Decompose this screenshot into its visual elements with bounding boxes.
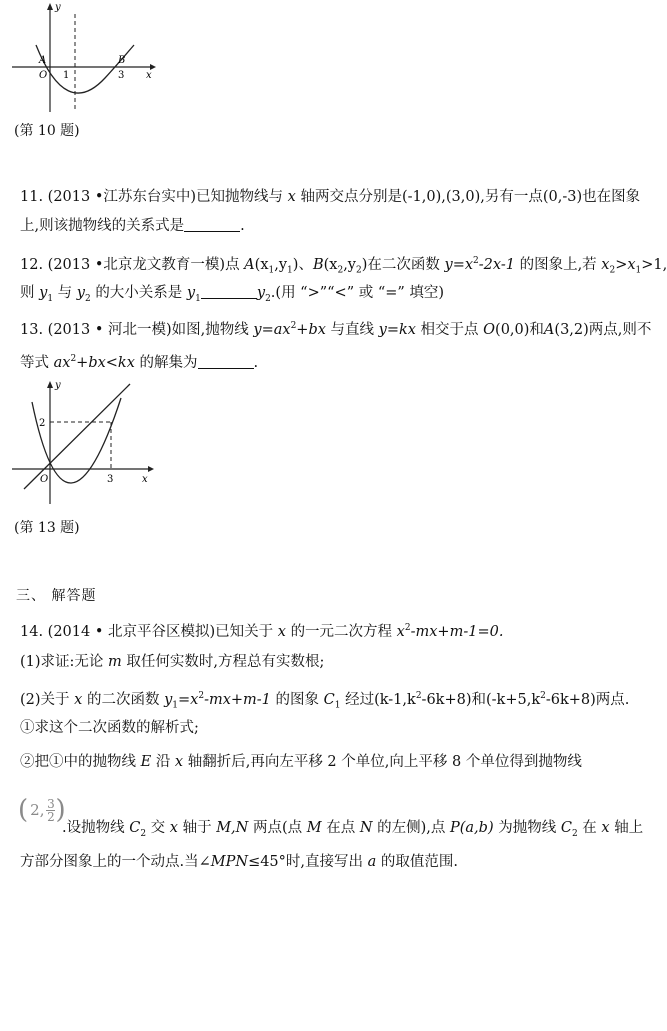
label-O: O	[39, 70, 48, 81]
caption-q13: (第 13 题)	[14, 520, 80, 536]
answer-blank[interactable]	[184, 217, 240, 232]
label-3: 3	[107, 474, 114, 485]
figure-q10	[8, 0, 158, 115]
q13-line1: 13. (2013 • 河北一模)如图,抛物线 $y=ax^2+bx$ 与直线 y=kx 相交于点 O(0,0)和A(3,2)两点,则不	[20, 321, 652, 338]
q14-line1: 14. (2014 • 北京平谷区模拟)已知关于 x 的一元二次方程 $x^2-mx+m-1=0$.	[20, 623, 504, 640]
y-axis-arrow-icon	[47, 381, 53, 388]
q14-part2: (2)关于 x 的二次函数 $y_1=x^2-mx+m-1$ 的图象 $C_1$ 经过$(k-1,k^2-6k+8)$和$(-k+5,k^2-6k+8)$两点.	[20, 691, 630, 711]
caption-q10: (第 10 题)	[14, 123, 80, 139]
label-O: O	[40, 474, 49, 485]
parabola-curve	[32, 398, 121, 483]
label-A: A	[39, 55, 47, 66]
label-2: 2	[39, 418, 46, 429]
label-y: y	[55, 380, 61, 391]
q14-sub1: ①求这个二次函数的解析式;	[20, 720, 199, 736]
q11-line2: 上,则该抛物线的关系式是 .	[20, 218, 245, 234]
vertex-point: ( 2, 3 2 )	[18, 795, 66, 825]
q11-line1: 11. (2013 •江苏东台实中)已知抛物线与 x 轴两交点分别是(-1,0),(3,0),另有一点(0,-3)也在图象	[20, 189, 641, 205]
section-heading: 三、 解答题	[16, 588, 97, 604]
q14-sub2-end: 方部分图象上的一个动点.当∠MPN≤45°时,直接写出 a 的取值范围.	[20, 854, 459, 870]
q12-line2: 则 $y_1$ 与 $y_2$ 的大小关系是 $y_1$ $y_2$.(用 “>”“<” 或 “=” 填空)	[20, 285, 445, 304]
label-x: x	[142, 474, 148, 485]
q13-line2: 等式 $ax^2+bx<kx$ 的解集为 .	[20, 354, 259, 371]
q14-part1: (1)求证:无论 m 取任何实数时,方程总有实数根;	[20, 654, 325, 670]
label-1: 1	[63, 70, 70, 81]
x-axis-arrow-icon	[148, 466, 154, 472]
label-B: B	[118, 55, 126, 66]
q14-sub2: ②把①中的抛物线 E 沿 x 轴翻折后,再向左平移 2 个单位,向上平移 8 个单位得到抛物线	[20, 754, 582, 770]
label-x: x	[146, 70, 152, 81]
q12-line1: 12. (2013 •北京龙文教育一模)点 $A(x_1,y_1)$、$B(x_2,y_2)$在二次函数 $y=x^2-2x-1$ 的图象上,若 $x_2>x_1>1$,	[20, 256, 667, 276]
answer-blank[interactable]	[198, 354, 254, 369]
figure-q13	[8, 376, 158, 511]
label-y: y	[55, 2, 61, 13]
label-3: 3	[118, 70, 125, 81]
answer-blank[interactable]	[201, 284, 257, 299]
q14-sub2-cont: .设抛物线 $C_2$ 交 x 轴于 M,N 两点(点 M 在点 N 的左侧),点 P(a,b) 为抛物线 $C_2$ 在 x 轴上	[62, 820, 644, 839]
y-axis-arrow-icon	[47, 3, 53, 10]
